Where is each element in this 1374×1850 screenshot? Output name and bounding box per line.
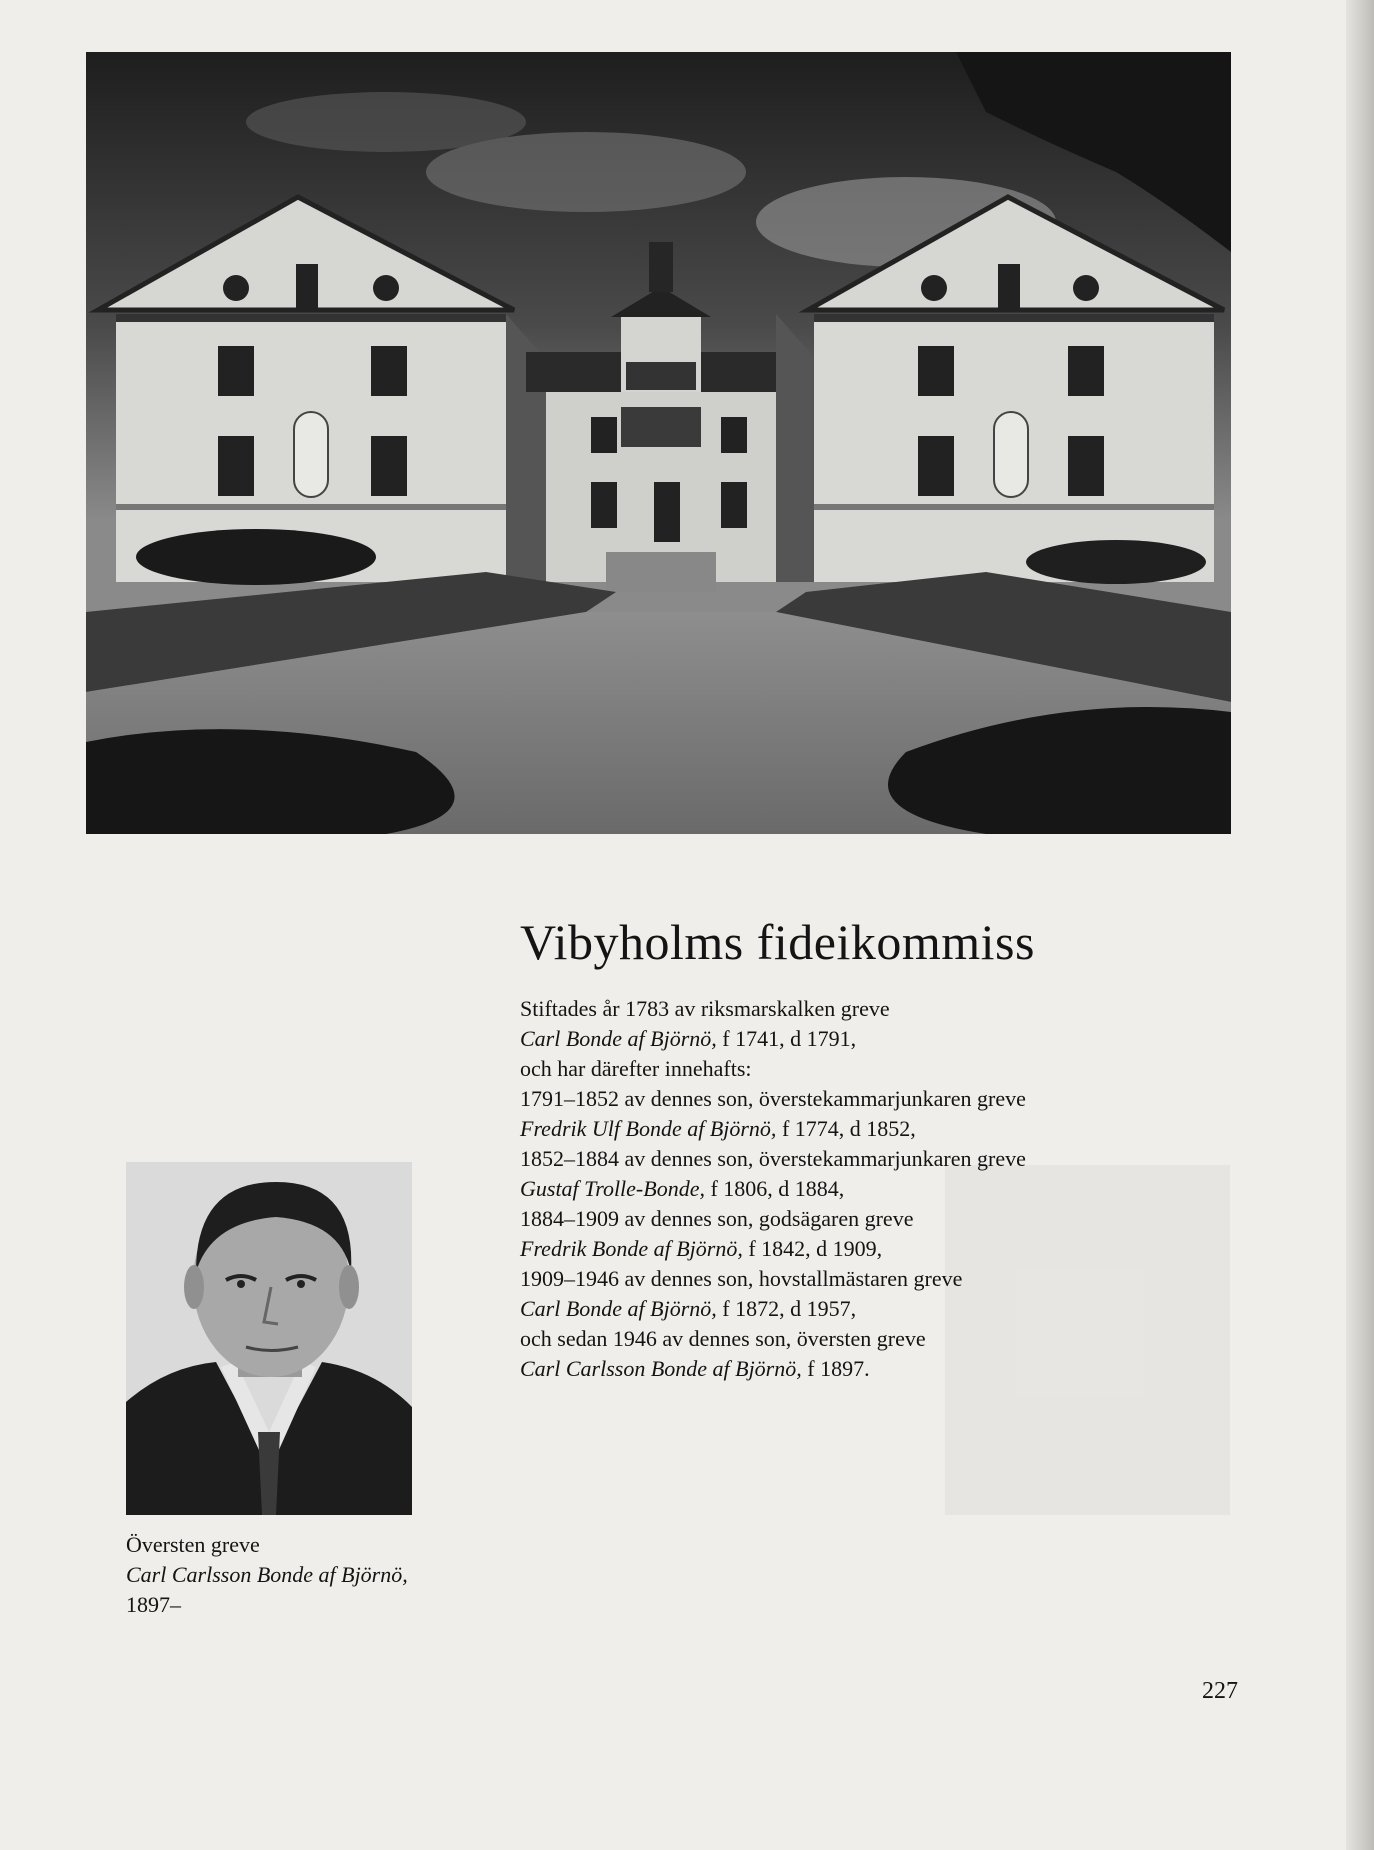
line-text: 1791–1852 av dennes son, överstekammarjunkaren greve (520, 1086, 1026, 1111)
line-dates: f 1842, d 1909, (742, 1236, 883, 1261)
text-line (520, 1144, 1220, 1174)
text-line (520, 1264, 1220, 1294)
line-text: och har därefter innehafts: (520, 1056, 752, 1081)
line-text: 1852–1884 av dennes son, överstekammarjunkaren greve (520, 1146, 1026, 1171)
holder-name: Fredrik Bonde af Björnö, (520, 1236, 743, 1261)
caption-years: 1897– (126, 1592, 181, 1617)
text-line (520, 1204, 1220, 1234)
holder-name: Carl Bonde af Björnö, (520, 1026, 717, 1051)
holder-name: Carl Carlsson Bonde af Björnö, (520, 1356, 802, 1381)
line-text: Stiftades år 1783 av riksmarskalken greve (520, 996, 890, 1021)
line-dates: f 1806, d 1884, (704, 1176, 845, 1201)
line-dates: f 1897. (801, 1356, 870, 1381)
holder-name: Gustaf Trolle-Bonde, (520, 1176, 705, 1201)
line-text: och sedan 1946 av dennes son, översten greve (520, 1326, 926, 1351)
text-line (520, 1354, 1220, 1384)
line-text: 1909–1946 av dennes son, hovstallmästaren greve (520, 1266, 963, 1291)
page-edge (1346, 0, 1374, 1850)
text-line (520, 1084, 1220, 1114)
holder-name: Carl Bonde af Björnö, (520, 1296, 717, 1321)
page-number: 227 (1202, 1678, 1238, 1704)
line-dates: f 1872, d 1957, (716, 1296, 857, 1321)
text-line (520, 1024, 1220, 1054)
holder-name: Fredrik Ulf Bonde af Björnö, (520, 1116, 777, 1141)
text-line (520, 1174, 1220, 1204)
line-dates: f 1774, d 1852, (776, 1116, 916, 1141)
caption-name: Carl Carlsson Bonde af Björnö, (126, 1562, 408, 1587)
text-line (520, 1054, 1220, 1084)
text-line (520, 1324, 1220, 1354)
text-line (520, 1234, 1220, 1264)
portrait-photograph (126, 1162, 412, 1515)
text-line (520, 1294, 1220, 1324)
page-title: Vibyholms fideikommiss (520, 914, 1035, 970)
text-line (520, 994, 1220, 1024)
succession-text (520, 994, 1220, 1384)
line-text: 1884–1909 av dennes son, godsägaren greve (520, 1206, 914, 1231)
text-line (520, 1114, 1220, 1144)
manor-photograph (86, 52, 1231, 834)
line-dates: f 1741, d 1791, (716, 1026, 857, 1051)
caption-title: Översten greve (126, 1532, 260, 1557)
portrait-caption (126, 1530, 486, 1620)
